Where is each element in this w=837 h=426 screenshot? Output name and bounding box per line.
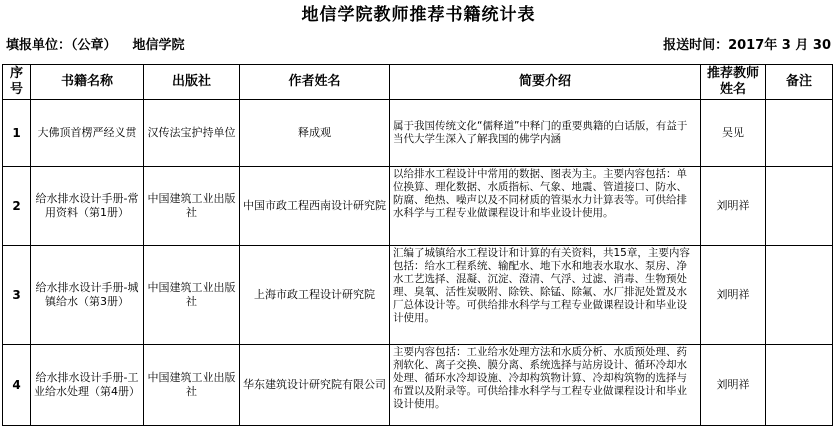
cell-seq: 3 bbox=[3, 246, 31, 345]
report-date-label: 报送时间： bbox=[663, 38, 729, 53]
cell-publisher: 汉传法宝护持单位 bbox=[144, 100, 240, 167]
cell-intro: 主要内容包括：工业给水处理方法和水质分析、水质预处理、药剂软化、离子交换、膜分离、系统选择与站房设计、循环冷却水处理、循环水冷却设施、冷却构筑物计算、冷却构筑物的选择与布置以及附录等。可供给排水科学与工程专业做课程设计和毕业设计使用。 bbox=[390, 345, 701, 426]
cell-book: 给水排水设计手册-常用资料（第1册） bbox=[31, 167, 144, 246]
cell-seq: 1 bbox=[3, 100, 31, 167]
header-teacher: 推荐教师姓名 bbox=[701, 65, 766, 100]
page-title: 地信学院教师推荐书籍统计表 bbox=[301, 5, 536, 25]
table-row bbox=[3, 345, 833, 426]
cell-book: 大佛顶首楞严经义贯 bbox=[31, 100, 144, 167]
header-intro: 简要介绍 bbox=[390, 65, 701, 100]
cell-book: 给水排水设计手册-工业给水处理（第4册） bbox=[31, 345, 144, 426]
reporting-unit-value: 地信学院 bbox=[132, 38, 185, 53]
cell-teacher: 吴见 bbox=[701, 100, 766, 167]
cell-note bbox=[766, 345, 833, 426]
cell-author: 上海市政工程设计研究院 bbox=[240, 246, 390, 345]
table-row bbox=[3, 246, 833, 345]
cell-note bbox=[766, 167, 833, 246]
cell-publisher: 中国建筑工业出版社 bbox=[144, 167, 240, 246]
cell-publisher: 中国建筑工业出版社 bbox=[144, 345, 240, 426]
cell-note bbox=[766, 246, 833, 345]
cell-intro: 属于我国传统文化“儒释道”中释门的重要典籍的白话版，有益于当代大学生深入了解我国的佛学内涵 bbox=[390, 100, 701, 167]
cell-author: 华东建筑设计研究院有限公司 bbox=[240, 345, 390, 426]
cell-intro: 以给排水工程设计中常用的数据、图表为主。主要内容包括：单位换算、理化数据、水质指标、气象、地震、管道接口、防水、防腐、绝热、噪声以及不同材质的管渠水力计算表等。可供给排水科学与工程专业做课程设计和毕业设计使用。 bbox=[390, 167, 701, 246]
header-author: 作者姓名 bbox=[240, 65, 390, 100]
table-row bbox=[3, 167, 833, 246]
cell-note bbox=[766, 100, 833, 167]
report-date bbox=[663, 36, 831, 56]
cell-seq: 2 bbox=[3, 167, 31, 246]
cell-teacher: 刘明祥 bbox=[701, 345, 766, 426]
reporting-unit bbox=[6, 36, 185, 56]
header-book: 书籍名称 bbox=[31, 65, 144, 100]
reporting-unit-label: 填报单位：（公章） bbox=[6, 38, 117, 53]
cell-teacher: 刘明祥 bbox=[701, 246, 766, 345]
cell-author: 释成观 bbox=[240, 100, 390, 167]
cell-teacher: 刘明祥 bbox=[701, 167, 766, 246]
cell-author: 中国市政工程西南设计研究院 bbox=[240, 167, 390, 246]
cell-intro: 汇编了城镇给水工程设计和计算的有关资料，共15章，主要内容包括：给水工程系统、输配水、地下水和地表水取水、泵房、净水工艺选择、混凝、沉淀、澄清、气浮、过滤、消毒、生物预处理、臭氧、活性炭吸附、除铁、除锰、除氟、水厂排泥处置及水厂总体设计等。可供给排水科学与工程专业做课程设计和毕业设计使用。 bbox=[390, 246, 701, 345]
header-note: 备注 bbox=[766, 65, 833, 100]
report-date-value: 2017年 3 月 30 bbox=[728, 38, 831, 53]
table-header-row bbox=[3, 65, 833, 100]
cell-seq: 4 bbox=[3, 345, 31, 426]
header-seq: 序号 bbox=[3, 65, 31, 100]
table-row bbox=[3, 100, 833, 167]
cell-book: 给水排水设计手册-城镇给水（第3册） bbox=[31, 246, 144, 345]
cell-publisher: 中国建筑工业出版社 bbox=[144, 246, 240, 345]
book-recommendation-table bbox=[2, 64, 833, 426]
header-publisher: 出版社 bbox=[144, 65, 240, 100]
